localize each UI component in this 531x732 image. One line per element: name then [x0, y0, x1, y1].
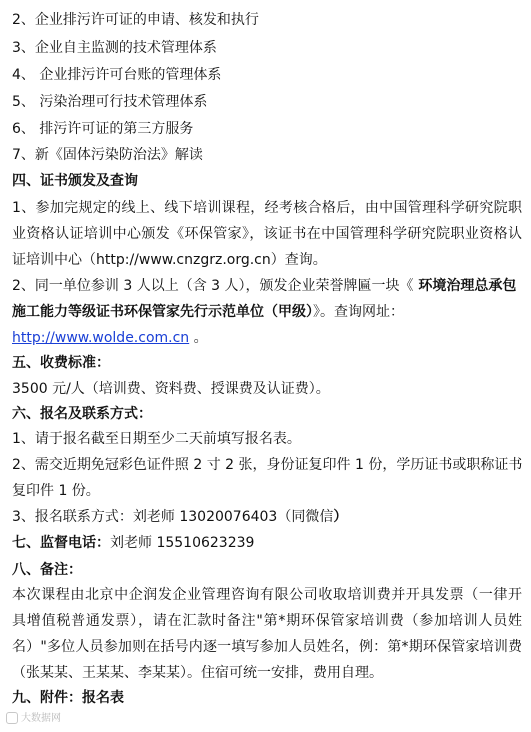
supervision-phone: 刘老师 15510623239	[110, 535, 255, 551]
sec6-item-2-line1: 2、需交近期免冠彩色证件照 2 寸 2 张，身份证复印件 1 份，学历证书或职称证书	[12, 457, 522, 473]
sec6-item-2-line2: 复印件 1 份。	[12, 483, 100, 499]
sec4-para1-line3: 证培训中心（http://www.cnzgrz.org.cn）查询。	[12, 252, 327, 268]
sec4-para2-text: 2、同一单位参训 3 人以上（含 3 人），颁发企业荣誉牌匾一块《	[12, 278, 414, 294]
sec4-para2-bold: 环境治理总承包	[413, 278, 517, 294]
sec4-para1-line2: 业资格认证培训中心颁发《环保管家》，该证书在中国管理科学研究院职业资格认	[12, 226, 522, 242]
wolde-link[interactable]: http://www.wolde.com.cn	[12, 330, 190, 346]
watermark-logo-icon	[6, 712, 18, 724]
sec4-para2-line1	[12, 274, 522, 298]
sec6-contact-tail: ）	[333, 509, 348, 525]
sec6-item-3	[12, 505, 522, 529]
section-6-heading: 六、报名及联系方式：	[12, 406, 152, 422]
fee-text: 3500 元/人（培训费、资料费、授课费及认证费）。	[12, 381, 330, 397]
sec4-link-line	[12, 326, 522, 350]
list-item-3: 3、企业自主监测的技术管理体系	[12, 40, 217, 56]
section-4-heading: 四、证书颁发及查询	[12, 173, 138, 189]
list-item-2: 2、企业排污许可证的申请、核发和执行	[12, 12, 259, 28]
watermark-text: 大数据网	[21, 713, 61, 724]
sec4-para2-bold-2: 施工能力等级证书环保管家先行示范单位（甲级）	[12, 304, 313, 320]
section-9-heading: 九、附件：报名表	[12, 690, 124, 706]
link-tail: 。	[189, 330, 208, 346]
list-item-4: 4、 企业排污许可台账的管理体系	[12, 67, 222, 83]
sec8-line3: 名）"多位人员参加则在括号内逐一填写参加人员姓名，例：第*期环保管家培训费	[12, 639, 522, 655]
list-item-6: 6、 排污许可证的第三方服务	[12, 121, 194, 137]
sec4-para2-text-2: 》。查询网址：	[313, 304, 404, 320]
section-7-heading: 七、监督电话：	[12, 535, 110, 551]
section-7-line	[12, 531, 522, 555]
section-8-heading: 八、备注：	[12, 562, 82, 578]
sec4-para1-line1: 1、参加完规定的线上、线下培训课程，经考核合格后，由中国管理科学研究院职	[12, 200, 522, 216]
watermark	[6, 711, 61, 727]
list-item-7: 7、新《固体污染防治法》解读	[12, 147, 203, 163]
sec4-para2-line2	[12, 300, 522, 324]
sec8-line2: 具增值税普通发票），请在汇款时备注"第*期环保管家培训费（参加培训人员姓	[12, 613, 522, 629]
section-5-heading: 五、收费标准：	[12, 355, 110, 371]
sec6-item-1: 1、请于报名截至日期至少二天前填写报名表。	[12, 431, 301, 447]
sec6-contact: 3、报名联系方式：刘老师 13020076403（同微信	[12, 509, 334, 525]
list-item-5: 5、 污染治理可行技术管理体系	[12, 94, 208, 110]
sec8-line1: 本次课程由北京中企润发企业管理咨询有限公司收取培训费并开具发票（一律开	[12, 587, 522, 603]
sec8-line4: （张某某、王某某、李某某）。住宿可统一安排，费用自理。	[12, 665, 383, 681]
